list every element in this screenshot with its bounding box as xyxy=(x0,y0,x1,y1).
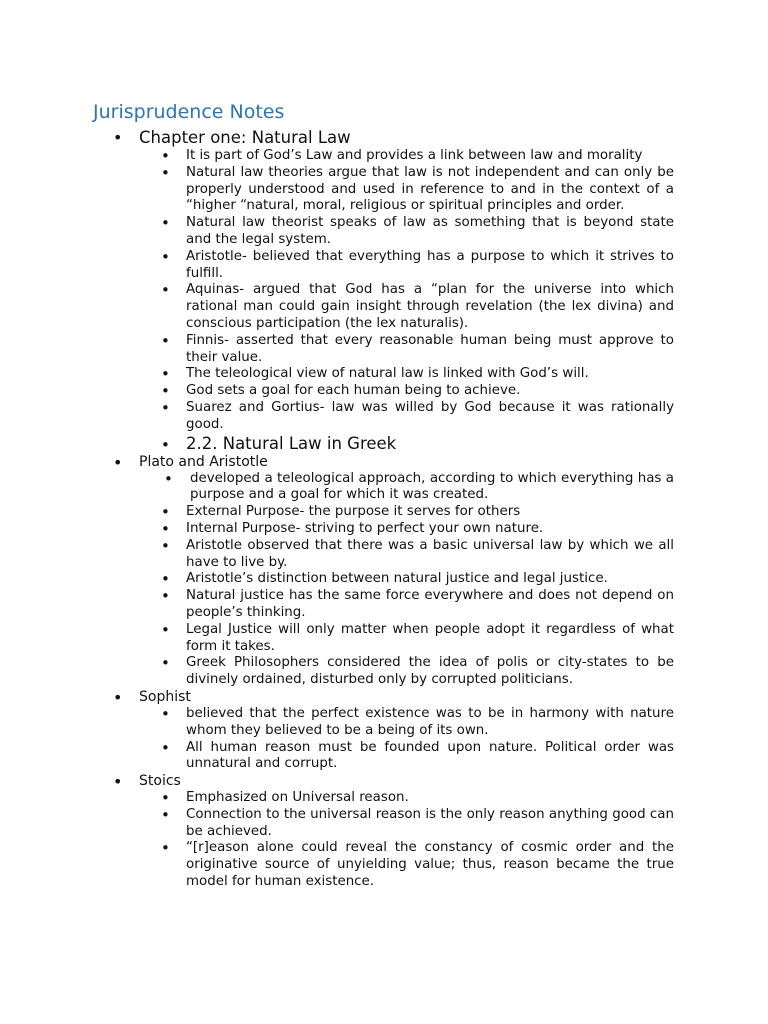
list-item: • developed a teleological approach, according to which everything has a purpose and a goal for which it was created. xyxy=(139,471,674,505)
list-item: • Suarez and Gortius- law was willed by God because it was rationally good. xyxy=(139,400,674,434)
list-item: • Internal Purpose- striving to perfect your own nature. xyxy=(139,521,674,538)
list-item: • Legal Justice will only matter when people adopt it regardless of what form it takes. xyxy=(139,622,674,656)
bullet-list xyxy=(139,471,674,689)
section-label: Sophist xyxy=(139,688,191,705)
subsection-heading: • 2.2. Natural Law in Greek xyxy=(139,434,674,454)
document-title: Jurisprudence Notes xyxy=(93,101,285,123)
section-label: Plato and Aristotle xyxy=(139,453,268,470)
list-item: • Emphasized on Universal reason. xyxy=(139,790,674,807)
list-item: • “[r]eason alone could reveal the constancy of cosmic order and the originative source of unyielding value; thus, reason became the true model for human existence. xyxy=(139,840,674,890)
list-item: • External Purpose- the purpose it serves for others xyxy=(139,504,674,521)
list-item: • Natural law theories argue that law is not independent and can only be properly understood and used in reference to and in the context of a “higher “natural, moral, religious or spiritual principles and order. xyxy=(139,165,674,215)
list-item: • Aristotle observed that there was a basic universal law by which we all have to live by. xyxy=(139,538,674,572)
list-item: • Natural law theorist speaks of law as something that is beyond state and the legal system. xyxy=(139,215,674,249)
section-list xyxy=(93,128,768,891)
list-item: • Aristotle’s distinction between natural justice and legal justice. xyxy=(139,571,674,588)
section-label: Stoics xyxy=(139,773,181,790)
section-label: Chapter one: Natural Law xyxy=(139,128,351,147)
bullet-list xyxy=(139,790,674,891)
list-item: • Connection to the universal reason is the only reason anything good can be achieved. xyxy=(139,807,674,841)
list-item: • Aristotle- believed that everything has a purpose to which it strives to fulfill. xyxy=(139,249,674,283)
list-item: • Aquinas- argued that God has a “plan for the universe into which rational man could gain insight through revelation (the lex divina) and conscious participation (the lex naturalis). xyxy=(139,282,674,332)
section-heading xyxy=(93,128,674,454)
bullet-list xyxy=(139,148,674,454)
section-heading xyxy=(93,773,674,891)
section-heading xyxy=(93,689,674,773)
list-item: • The teleological view of natural law is linked with God’s will. xyxy=(139,366,674,383)
list-item: • Finnis- asserted that every reasonable human being must approve to their value. xyxy=(139,333,674,367)
list-item: • God sets a goal for each human being to achieve. xyxy=(139,383,674,400)
list-item: • Natural justice has the same force everywhere and does not depend on people’s thinking. xyxy=(139,588,674,622)
list-item: • All human reason must be founded upon nature. Political order was unnatural and corrupt. xyxy=(139,740,674,774)
list-item: • It is part of God’s Law and provides a link between law and morality xyxy=(139,148,674,165)
section-heading xyxy=(93,454,674,689)
list-item: • Greek Philosophers considered the idea of polis or city-states to be divinely ordained, disturbed only by corrupted politicians. xyxy=(139,655,674,689)
bullet-list xyxy=(139,706,674,773)
list-item: • believed that the perfect existence was to be in harmony with nature whom they believed to be a being of its own. xyxy=(139,706,674,740)
